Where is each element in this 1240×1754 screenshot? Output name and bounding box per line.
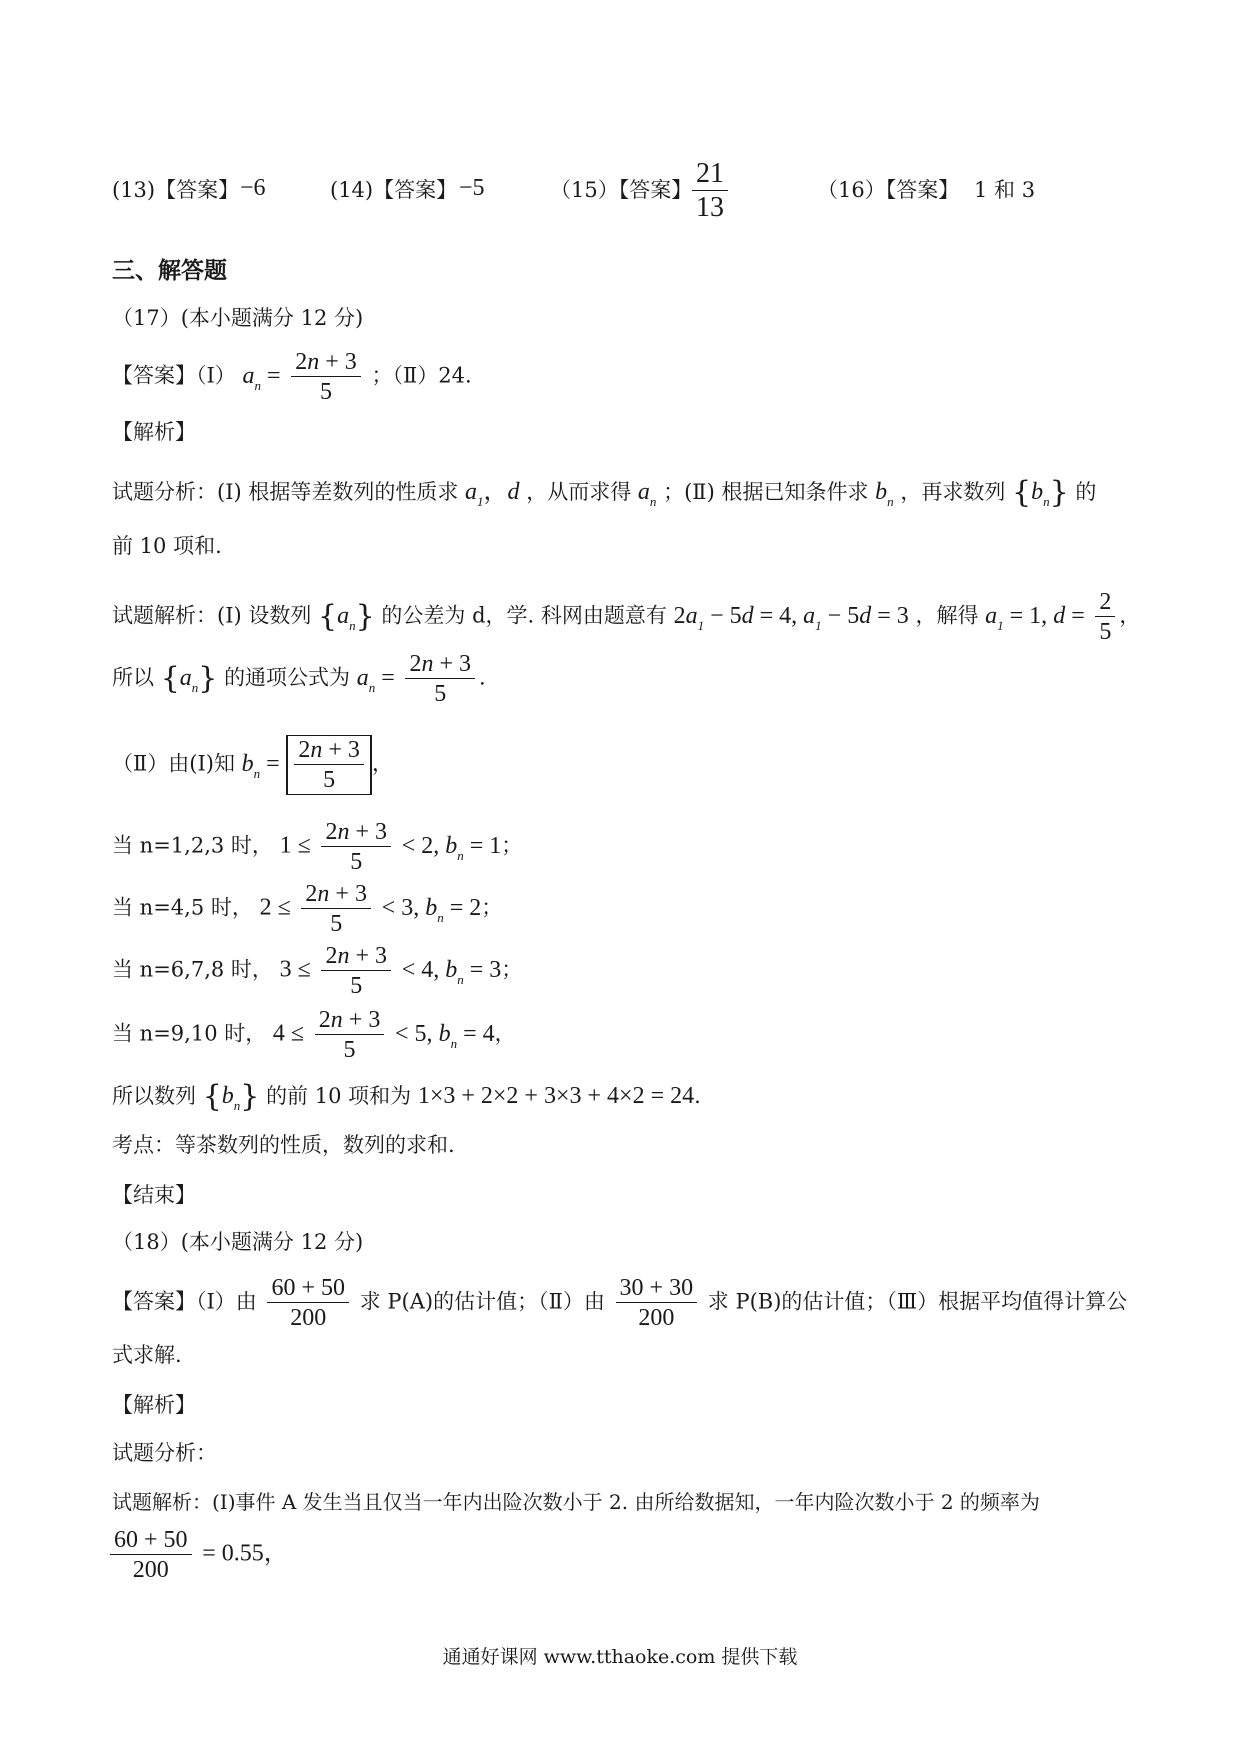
p17-an-symbol: $a_n$ = <box>242 362 281 393</box>
p17-an-fraction-2: $\frac{2n + 3}{5}$ <box>405 652 475 706</box>
p17-math-bn-eq: $b_n$ = <box>241 750 280 781</box>
q16-answer: 1 和 3 <box>974 178 1036 202</box>
p17-solution-line2: 所以 $\{a_n\}$ 的通项公式为 $a_n$ = $\frac{2n + 3}{5}$ . <box>112 651 486 707</box>
p17-answer-part2: ；（Ⅱ）24. <box>371 363 472 388</box>
p17-case2-math-left: 2 ≤ <box>259 894 291 921</box>
p17-case2-math-right: < 3, $b_n = 2$ <box>381 894 482 925</box>
p17-sum-expression: 1×3 + 2×2 + 3×3 + 4×2 = 24 <box>417 1083 695 1109</box>
p17-case2-label: 当 n=4,5 时， <box>112 895 253 920</box>
p17-case4-fraction: $\frac{2n + 3}{5}$ <box>315 1008 385 1062</box>
p18-result-fraction: $\frac{60 + 50}{200}$ <box>110 1528 192 1582</box>
answers-row <box>112 158 1112 228</box>
q15-numerator: 21 <box>692 160 728 191</box>
p17-case4: 当 n=9,10 时， 4 ≤ $\frac{2n + 3}{5}$ < 5, $b_n = 4$， <box>112 1007 516 1063</box>
q15-fraction <box>692 160 728 222</box>
q14-answer: −5 <box>459 175 485 201</box>
p17-case2: 当 n=4,5 时， 2 ≤ $\frac{2n + 3}{5}$ < 3, $b_n = 2$； <box>112 881 503 937</box>
p17-solution-line1: 试题解析：(Ⅰ) 设数列 $\{a_n\}$ 的公差为 d，学. 科网由题意有 $2a_1 - 5d = 4$, $a_1 - 5d = 3$ ，解得 $a_1 = 1$, d = $\frac{2}{5}$ ， <box>112 589 1141 645</box>
p17-bn-fraction: $\frac{2n + 3}{5}$ <box>294 738 364 792</box>
p17-math-equations: $2a_1 - 5d = 4$, $a_1 - 5d = 3$ <box>673 602 909 633</box>
p17-math-an: $a_n$ <box>637 479 657 509</box>
p17-case4-math-left: 4 ≤ <box>272 1020 305 1047</box>
p18-solution-line: 试题解析：(Ⅰ)事件 A 发生当且仅当一年内出险次数小于 2. 由所给数据知，一年内险次数小于 2 的频率为 <box>112 1490 1040 1514</box>
p17-header: （17）(本小题满分 12 分) <box>112 306 364 330</box>
p17-math-a1: $a_1$，d <box>465 479 520 509</box>
q16-label: （16）【答案】 <box>817 178 960 202</box>
p17-case1-math-left: 1 ≤ <box>279 832 311 859</box>
p18-answer-text-a: 【答案】（Ⅰ）由 <box>112 1289 257 1314</box>
p18-header: （18）(本小题满分 12 分) <box>112 1230 364 1254</box>
p17-kaodian: 考点：等茶数列的性质，数列的求和. <box>112 1133 455 1157</box>
p18-result-value: = 0.55， <box>202 1540 288 1567</box>
p17-math-bn: $b_n$ <box>875 479 894 509</box>
p17-analysis-text-c: ；(Ⅱ) 根据已知条件求 <box>663 480 869 504</box>
p17-analysis-text-e: 的 <box>1075 480 1097 504</box>
p17-solution-line2-a: 所以 <box>112 665 154 690</box>
p18-answer-line <box>112 1276 1127 1330</box>
p17-sum-text-b: 的前 10 项和为 <box>266 1084 412 1108</box>
p17-answer-label: 【答案】（Ⅰ） <box>112 363 236 388</box>
p17-sum-line: 所以数列 $\{b_n\}$ 的前 10 项和为 1×3 + 2×2 + 3×3 + 4×2 = 24. <box>112 1079 701 1114</box>
p17-math-set-an: $\{a_n\}$ <box>318 598 375 634</box>
p17-case3-fraction: $\frac{2n + 3}{5}$ <box>321 944 391 998</box>
p17-case3: 当 n=6,7,8 时， 3 ≤ $\frac{2n + 3}{5}$ < 4, $b_n = 3$； <box>112 943 523 999</box>
p17-sum-set-bn: $\{b_n\}$ <box>202 1079 260 1114</box>
q14-label: (14)【答案】 <box>330 178 458 202</box>
p18-answer-text-c: 求 P(B)的估计值；（Ⅲ）根据平均值得计算公 <box>707 1289 1128 1314</box>
p17-end: 【结束】 <box>112 1183 196 1207</box>
p18-fraction-a: $\frac{60 + 50}{200}$ <box>267 1276 349 1330</box>
p18-answer-line2: 式求解. <box>112 1343 182 1367</box>
p17-case2-fraction: $\frac{2n + 3}{5}$ <box>301 882 371 936</box>
p17-case4-math-right: < 5, $b_n = 4$ <box>395 1020 495 1051</box>
p17-case1: 当 n=1,2,3 时， 1 ≤ $\frac{2n + 3}{5}$ < 2, $b_n = 1$； <box>112 819 523 875</box>
p17-case3-math-left: 3 ≤ <box>279 956 311 983</box>
p17-answer-line <box>112 350 472 404</box>
p17-d-fraction: $\frac{2}{5}$ <box>1095 590 1115 644</box>
section-title: 三、解答题 <box>112 258 227 284</box>
p17-case1-label: 当 n=1,2,3 时， <box>112 833 273 858</box>
p17-analysis-text-b: ，从而求得 <box>526 480 632 504</box>
p17-sum-text-a: 所以数列 <box>112 1084 196 1108</box>
p17-case1-math-right: < 2, $b_n = 1$ <box>401 832 502 863</box>
p18-analysis-text: 试题分析： <box>112 1441 217 1465</box>
p17-solution-text-a: 试题解析：(Ⅰ) 设数列 <box>112 603 312 628</box>
p18-fraction-b: $\frac{30 + 30}{200}$ <box>616 1276 698 1330</box>
p17-case3-math-right: < 4, $b_n = 3$ <box>401 956 502 987</box>
p17-math-an-eq: $a_n$ = <box>356 664 395 695</box>
p17-solution-text-c: ，解得 <box>915 603 979 628</box>
p18-result-line <box>110 1528 288 1582</box>
p17-floor-bracket <box>286 735 372 795</box>
q13-answer: −6 <box>240 175 266 201</box>
p17-solution-text-b: 的公差为 d，学. 科网由题意有 <box>381 603 667 628</box>
p17-case4-label: 当 n=9,10 时， <box>112 1021 267 1046</box>
p18-answer-text-b: 求 P(A)的估计值；（Ⅱ）由 <box>359 1289 605 1314</box>
q15-denominator: 13 <box>696 192 724 223</box>
page-footer: 通通好课网 www.tthaoke.com 提供下载 <box>442 1646 798 1668</box>
p17-case3-label: 当 n=6,7,8 时， <box>112 957 273 982</box>
p17-analysis-label: 【解析】 <box>112 420 196 444</box>
p17-math-result: $a_1 = 1$, d = <box>985 602 1085 633</box>
p17-case1-fraction: $\frac{2n + 3}{5}$ <box>321 820 391 874</box>
p17-an-fraction: $\frac{2n + 3}{5}$ <box>291 350 361 404</box>
p17-analysis-line <box>112 475 1097 510</box>
p17-math-set-bn: $\{b_n\}$ <box>1012 475 1069 510</box>
p17-analysis-text-d: ，再求数列 <box>900 480 1006 504</box>
p17-part2-line: （Ⅱ）由(Ⅰ)知 $b_n$ = $\frac{2n + 3}{5}$ ， <box>112 737 393 793</box>
p17-part2-text: （Ⅱ）由(Ⅰ)知 <box>112 751 235 776</box>
p17-solution-line2-b: 的通项公式为 <box>224 665 351 690</box>
p17-analysis-text-a: 试题分析：(Ⅰ) 根据等差数列的性质求 <box>112 480 459 504</box>
p18-analysis-label: 【解析】 <box>112 1393 196 1417</box>
q13-label: (13)【答案】 <box>112 178 240 202</box>
q15-label: （15）【答案】 <box>550 178 693 202</box>
p17-math-set-an-2: $\{a_n\}$ <box>160 660 218 696</box>
p17-analysis-line2: 前 10 项和. <box>112 534 222 558</box>
